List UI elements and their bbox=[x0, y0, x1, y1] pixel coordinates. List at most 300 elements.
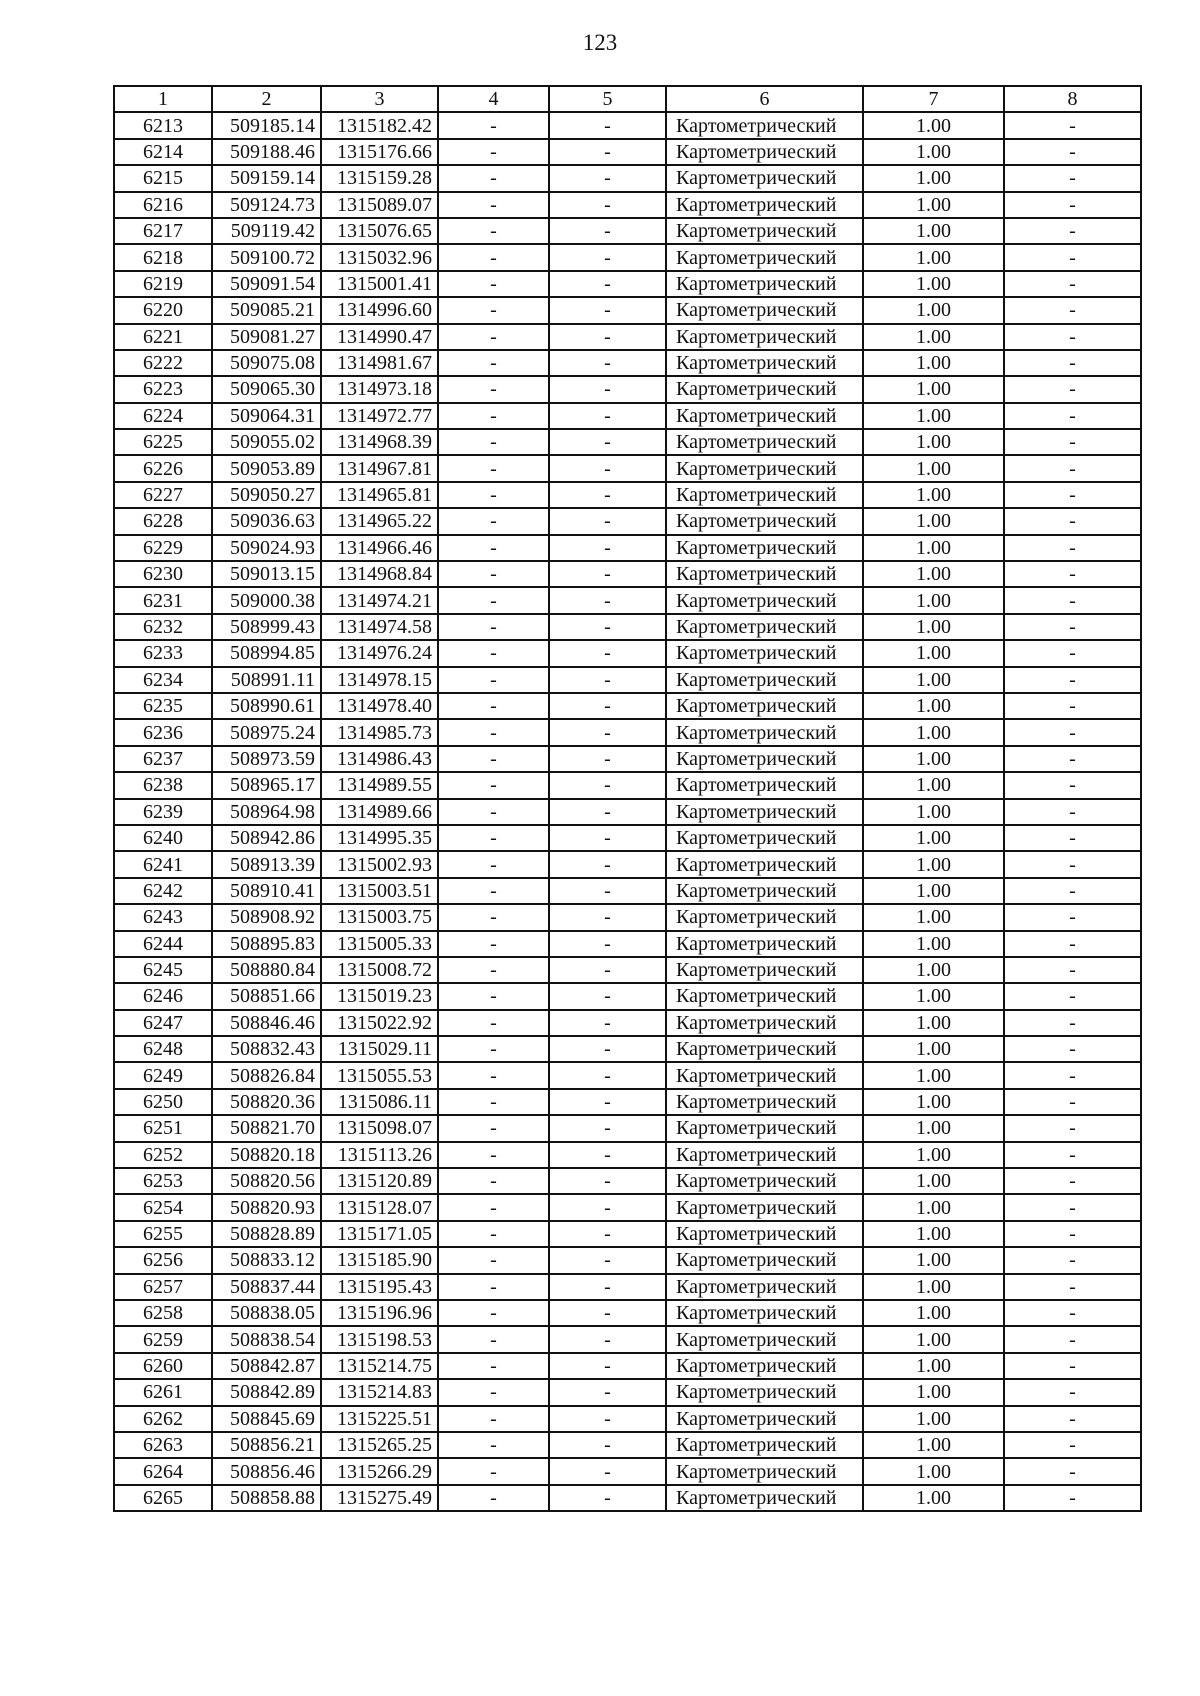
column-5-cell: - bbox=[549, 1089, 666, 1115]
column-4-cell: - bbox=[438, 1300, 549, 1326]
column-8-cell: - bbox=[1004, 719, 1141, 745]
column-4-cell: - bbox=[438, 192, 549, 218]
y-coordinate-cell: 1314996.60 bbox=[321, 297, 438, 323]
method-cell: Картометрический bbox=[666, 112, 863, 138]
table-row bbox=[114, 1247, 1141, 1273]
accuracy-cell: 1.00 bbox=[863, 1353, 1004, 1379]
column-4-cell: - bbox=[438, 931, 549, 957]
column-4-cell: - bbox=[438, 614, 549, 640]
x-coordinate-cell: 508991.11 bbox=[212, 667, 321, 693]
column-4-cell: - bbox=[438, 667, 549, 693]
accuracy-cell: 1.00 bbox=[863, 825, 1004, 851]
table-row bbox=[114, 1300, 1141, 1326]
column-5-cell: - bbox=[549, 508, 666, 534]
method-cell: Картометрический bbox=[666, 1036, 863, 1062]
x-coordinate-cell: 508820.93 bbox=[212, 1194, 321, 1220]
point-number-cell: 6213 bbox=[114, 112, 212, 138]
accuracy-cell: 1.00 bbox=[863, 1247, 1004, 1273]
y-coordinate-cell: 1315214.75 bbox=[321, 1353, 438, 1379]
method-cell: Картометрический bbox=[666, 482, 863, 508]
column-4-cell: - bbox=[438, 535, 549, 561]
accuracy-cell: 1.00 bbox=[863, 218, 1004, 244]
x-coordinate-cell: 508821.70 bbox=[212, 1115, 321, 1141]
y-coordinate-cell: 1315032.96 bbox=[321, 244, 438, 270]
column-8-cell: - bbox=[1004, 1089, 1141, 1115]
x-coordinate-cell: 509188.46 bbox=[212, 139, 321, 165]
y-coordinate-cell: 1314978.40 bbox=[321, 693, 438, 719]
x-coordinate-cell: 508832.43 bbox=[212, 1036, 321, 1062]
method-cell: Картометрический bbox=[666, 825, 863, 851]
column-8-cell: - bbox=[1004, 455, 1141, 481]
column-8-cell: - bbox=[1004, 1115, 1141, 1141]
column-4-cell: - bbox=[438, 772, 549, 798]
y-coordinate-cell: 1315001.41 bbox=[321, 271, 438, 297]
accuracy-cell: 1.00 bbox=[863, 957, 1004, 983]
table-row bbox=[114, 587, 1141, 613]
y-coordinate-cell: 1314981.67 bbox=[321, 350, 438, 376]
point-number-cell: 6228 bbox=[114, 508, 212, 534]
table-row bbox=[114, 983, 1141, 1009]
column-4-cell: - bbox=[438, 851, 549, 877]
accuracy-cell: 1.00 bbox=[863, 587, 1004, 613]
x-coordinate-cell: 508999.43 bbox=[212, 614, 321, 640]
column-8-cell: - bbox=[1004, 218, 1141, 244]
point-number-cell: 6214 bbox=[114, 139, 212, 165]
point-number-cell: 6223 bbox=[114, 376, 212, 402]
column-header: 2 bbox=[212, 86, 321, 112]
y-coordinate-cell: 1314973.18 bbox=[321, 376, 438, 402]
x-coordinate-cell: 509185.14 bbox=[212, 112, 321, 138]
column-4-cell: - bbox=[438, 825, 549, 851]
table-row bbox=[114, 429, 1141, 455]
column-header: 8 bbox=[1004, 86, 1141, 112]
method-cell: Картометрический bbox=[666, 192, 863, 218]
column-5-cell: - bbox=[549, 112, 666, 138]
column-8-cell: - bbox=[1004, 482, 1141, 508]
method-cell: Картометрический bbox=[666, 1168, 863, 1194]
column-5-cell: - bbox=[549, 667, 666, 693]
column-8-cell: - bbox=[1004, 983, 1141, 1009]
column-5-cell: - bbox=[549, 1142, 666, 1168]
column-4-cell: - bbox=[438, 1168, 549, 1194]
y-coordinate-cell: 1314967.81 bbox=[321, 455, 438, 481]
x-coordinate-cell: 508820.36 bbox=[212, 1089, 321, 1115]
point-number-cell: 6262 bbox=[114, 1406, 212, 1432]
accuracy-cell: 1.00 bbox=[863, 297, 1004, 323]
table-row bbox=[114, 1274, 1141, 1300]
column-5-cell: - bbox=[549, 1221, 666, 1247]
column-4-cell: - bbox=[438, 1406, 549, 1432]
column-5-cell: - bbox=[549, 693, 666, 719]
column-8-cell: - bbox=[1004, 1353, 1141, 1379]
point-number-cell: 6232 bbox=[114, 614, 212, 640]
point-number-cell: 6240 bbox=[114, 825, 212, 851]
y-coordinate-cell: 1314974.58 bbox=[321, 614, 438, 640]
column-8-cell: - bbox=[1004, 746, 1141, 772]
method-cell: Картометрический bbox=[666, 1115, 863, 1141]
y-coordinate-cell: 1315008.72 bbox=[321, 957, 438, 983]
table-row bbox=[114, 403, 1141, 429]
point-number-cell: 6231 bbox=[114, 587, 212, 613]
method-cell: Картометрический bbox=[666, 693, 863, 719]
method-cell: Картометрический bbox=[666, 772, 863, 798]
method-cell: Картометрический bbox=[666, 746, 863, 772]
accuracy-cell: 1.00 bbox=[863, 799, 1004, 825]
accuracy-cell: 1.00 bbox=[863, 1432, 1004, 1458]
column-header: 4 bbox=[438, 86, 549, 112]
column-8-cell: - bbox=[1004, 1379, 1141, 1405]
column-5-cell: - bbox=[549, 878, 666, 904]
column-8-cell: - bbox=[1004, 1406, 1141, 1432]
method-cell: Картометрический bbox=[666, 1406, 863, 1432]
y-coordinate-cell: 1315196.96 bbox=[321, 1300, 438, 1326]
column-8-cell: - bbox=[1004, 640, 1141, 666]
y-coordinate-cell: 1315113.26 bbox=[321, 1142, 438, 1168]
point-number-cell: 6249 bbox=[114, 1062, 212, 1088]
accuracy-cell: 1.00 bbox=[863, 271, 1004, 297]
method-cell: Картометрический bbox=[666, 878, 863, 904]
column-4-cell: - bbox=[438, 297, 549, 323]
point-number-cell: 6227 bbox=[114, 482, 212, 508]
accuracy-cell: 1.00 bbox=[863, 139, 1004, 165]
column-5-cell: - bbox=[549, 719, 666, 745]
x-coordinate-cell: 509036.63 bbox=[212, 508, 321, 534]
column-5-cell: - bbox=[549, 931, 666, 957]
point-number-cell: 6259 bbox=[114, 1326, 212, 1352]
accuracy-cell: 1.00 bbox=[863, 1089, 1004, 1115]
x-coordinate-cell: 508842.87 bbox=[212, 1353, 321, 1379]
method-cell: Картометрический bbox=[666, 429, 863, 455]
table-row bbox=[114, 1089, 1141, 1115]
method-cell: Картометрический bbox=[666, 667, 863, 693]
point-number-cell: 6226 bbox=[114, 455, 212, 481]
method-cell: Картометрический bbox=[666, 931, 863, 957]
column-8-cell: - bbox=[1004, 244, 1141, 270]
y-coordinate-cell: 1315098.07 bbox=[321, 1115, 438, 1141]
page-number: 123 bbox=[582, 30, 618, 55]
table-row bbox=[114, 1010, 1141, 1036]
column-5-cell: - bbox=[549, 1406, 666, 1432]
column-header: 1 bbox=[114, 86, 212, 112]
column-5-cell: - bbox=[549, 403, 666, 429]
accuracy-cell: 1.00 bbox=[863, 719, 1004, 745]
column-4-cell: - bbox=[438, 324, 549, 350]
x-coordinate-cell: 509075.08 bbox=[212, 350, 321, 376]
column-8-cell: - bbox=[1004, 508, 1141, 534]
accuracy-cell: 1.00 bbox=[863, 403, 1004, 429]
accuracy-cell: 1.00 bbox=[863, 1406, 1004, 1432]
x-coordinate-cell: 509081.27 bbox=[212, 324, 321, 350]
x-coordinate-cell: 508965.17 bbox=[212, 772, 321, 798]
column-5-cell: - bbox=[549, 1168, 666, 1194]
column-8-cell: - bbox=[1004, 1326, 1141, 1352]
column-8-cell: - bbox=[1004, 851, 1141, 877]
y-coordinate-cell: 1315055.53 bbox=[321, 1062, 438, 1088]
y-coordinate-cell: 1314974.21 bbox=[321, 587, 438, 613]
method-cell: Картометрический bbox=[666, 350, 863, 376]
x-coordinate-cell: 508845.69 bbox=[212, 1406, 321, 1432]
column-8-cell: - bbox=[1004, 1485, 1141, 1511]
column-4-cell: - bbox=[438, 1036, 549, 1062]
point-number-cell: 6261 bbox=[114, 1379, 212, 1405]
table-row bbox=[114, 746, 1141, 772]
point-number-cell: 6238 bbox=[114, 772, 212, 798]
column-header: 5 bbox=[549, 86, 666, 112]
method-cell: Картометрический bbox=[666, 1458, 863, 1484]
column-8-cell: - bbox=[1004, 667, 1141, 693]
y-coordinate-cell: 1314965.81 bbox=[321, 482, 438, 508]
point-number-cell: 6234 bbox=[114, 667, 212, 693]
table-row bbox=[114, 535, 1141, 561]
point-number-cell: 6245 bbox=[114, 957, 212, 983]
column-5-cell: - bbox=[549, 825, 666, 851]
y-coordinate-cell: 1315029.11 bbox=[321, 1036, 438, 1062]
x-coordinate-cell: 508820.18 bbox=[212, 1142, 321, 1168]
point-number-cell: 6218 bbox=[114, 244, 212, 270]
point-number-cell: 6225 bbox=[114, 429, 212, 455]
column-5-cell: - bbox=[549, 614, 666, 640]
point-number-cell: 6235 bbox=[114, 693, 212, 719]
column-4-cell: - bbox=[438, 1142, 549, 1168]
accuracy-cell: 1.00 bbox=[863, 1010, 1004, 1036]
y-coordinate-cell: 1315120.89 bbox=[321, 1168, 438, 1194]
accuracy-cell: 1.00 bbox=[863, 1115, 1004, 1141]
point-number-cell: 6253 bbox=[114, 1168, 212, 1194]
accuracy-cell: 1.00 bbox=[863, 244, 1004, 270]
x-coordinate-cell: 508908.92 bbox=[212, 904, 321, 930]
column-4-cell: - bbox=[438, 429, 549, 455]
y-coordinate-cell: 1315019.23 bbox=[321, 983, 438, 1009]
y-coordinate-cell: 1315159.28 bbox=[321, 165, 438, 191]
method-cell: Картометрический bbox=[666, 1274, 863, 1300]
column-4-cell: - bbox=[438, 904, 549, 930]
column-5-cell: - bbox=[549, 1036, 666, 1062]
point-number-cell: 6233 bbox=[114, 640, 212, 666]
column-8-cell: - bbox=[1004, 376, 1141, 402]
column-4-cell: - bbox=[438, 350, 549, 376]
method-cell: Картометрический bbox=[666, 587, 863, 613]
accuracy-cell: 1.00 bbox=[863, 983, 1004, 1009]
x-coordinate-cell: 509064.31 bbox=[212, 403, 321, 429]
accuracy-cell: 1.00 bbox=[863, 878, 1004, 904]
accuracy-cell: 1.00 bbox=[863, 1221, 1004, 1247]
y-coordinate-cell: 1314989.66 bbox=[321, 799, 438, 825]
table-row bbox=[114, 350, 1141, 376]
column-5-cell: - bbox=[549, 640, 666, 666]
accuracy-cell: 1.00 bbox=[863, 746, 1004, 772]
x-coordinate-cell: 508942.86 bbox=[212, 825, 321, 851]
column-4-cell: - bbox=[438, 1194, 549, 1220]
accuracy-cell: 1.00 bbox=[863, 455, 1004, 481]
accuracy-cell: 1.00 bbox=[863, 165, 1004, 191]
x-coordinate-cell: 508833.12 bbox=[212, 1247, 321, 1273]
table-row bbox=[114, 904, 1141, 930]
column-8-cell: - bbox=[1004, 324, 1141, 350]
x-coordinate-cell: 509159.14 bbox=[212, 165, 321, 191]
column-5-cell: - bbox=[549, 1379, 666, 1405]
y-coordinate-cell: 1315185.90 bbox=[321, 1247, 438, 1273]
column-5-cell: - bbox=[549, 1115, 666, 1141]
accuracy-cell: 1.00 bbox=[863, 1062, 1004, 1088]
y-coordinate-cell: 1315128.07 bbox=[321, 1194, 438, 1220]
x-coordinate-cell: 508826.84 bbox=[212, 1062, 321, 1088]
x-coordinate-cell: 508858.88 bbox=[212, 1485, 321, 1511]
column-5-cell: - bbox=[549, 535, 666, 561]
y-coordinate-cell: 1314978.15 bbox=[321, 667, 438, 693]
point-number-cell: 6258 bbox=[114, 1300, 212, 1326]
x-coordinate-cell: 509100.72 bbox=[212, 244, 321, 270]
method-cell: Картометрический bbox=[666, 957, 863, 983]
column-8-cell: - bbox=[1004, 1194, 1141, 1220]
accuracy-cell: 1.00 bbox=[863, 429, 1004, 455]
column-8-cell: - bbox=[1004, 1062, 1141, 1088]
column-4-cell: - bbox=[438, 455, 549, 481]
column-5-cell: - bbox=[549, 772, 666, 798]
method-cell: Картометрический bbox=[666, 218, 863, 244]
column-8-cell: - bbox=[1004, 693, 1141, 719]
column-8-cell: - bbox=[1004, 957, 1141, 983]
table-row bbox=[114, 1485, 1141, 1511]
column-5-cell: - bbox=[549, 983, 666, 1009]
x-coordinate-cell: 508880.84 bbox=[212, 957, 321, 983]
accuracy-cell: 1.00 bbox=[863, 1142, 1004, 1168]
column-4-cell: - bbox=[438, 1379, 549, 1405]
y-coordinate-cell: 1314986.43 bbox=[321, 746, 438, 772]
y-coordinate-cell: 1314995.35 bbox=[321, 825, 438, 851]
column-4-cell: - bbox=[438, 957, 549, 983]
table-row bbox=[114, 324, 1141, 350]
point-number-cell: 6221 bbox=[114, 324, 212, 350]
column-4-cell: - bbox=[438, 693, 549, 719]
accuracy-cell: 1.00 bbox=[863, 1379, 1004, 1405]
method-cell: Картометрический bbox=[666, 455, 863, 481]
method-cell: Картометрический bbox=[666, 561, 863, 587]
method-cell: Картометрический bbox=[666, 851, 863, 877]
x-coordinate-cell: 508990.61 bbox=[212, 693, 321, 719]
accuracy-cell: 1.00 bbox=[863, 851, 1004, 877]
method-cell: Картометрический bbox=[666, 1379, 863, 1405]
column-5-cell: - bbox=[549, 297, 666, 323]
x-coordinate-cell: 509091.54 bbox=[212, 271, 321, 297]
table-row bbox=[114, 1115, 1141, 1141]
column-8-cell: - bbox=[1004, 878, 1141, 904]
x-coordinate-cell: 509055.02 bbox=[212, 429, 321, 455]
table-row bbox=[114, 1326, 1141, 1352]
y-coordinate-cell: 1314989.55 bbox=[321, 772, 438, 798]
method-cell: Картометрический bbox=[666, 1247, 863, 1273]
accuracy-cell: 1.00 bbox=[863, 1300, 1004, 1326]
x-coordinate-cell: 508856.46 bbox=[212, 1458, 321, 1484]
x-coordinate-cell: 508895.83 bbox=[212, 931, 321, 957]
column-5-cell: - bbox=[549, 1458, 666, 1484]
method-cell: Картометрический bbox=[666, 403, 863, 429]
column-8-cell: - bbox=[1004, 139, 1141, 165]
column-8-cell: - bbox=[1004, 1036, 1141, 1062]
x-coordinate-cell: 508820.56 bbox=[212, 1168, 321, 1194]
table-row bbox=[114, 1221, 1141, 1247]
table-row bbox=[114, 271, 1141, 297]
column-4-cell: - bbox=[438, 799, 549, 825]
table-row bbox=[114, 218, 1141, 244]
y-coordinate-cell: 1314968.39 bbox=[321, 429, 438, 455]
point-number-cell: 6216 bbox=[114, 192, 212, 218]
column-header: 6 bbox=[666, 86, 863, 112]
column-header: 3 bbox=[321, 86, 438, 112]
x-coordinate-cell: 508846.46 bbox=[212, 1010, 321, 1036]
column-5-cell: - bbox=[549, 799, 666, 825]
method-cell: Картометрический bbox=[666, 324, 863, 350]
accuracy-cell: 1.00 bbox=[863, 904, 1004, 930]
x-coordinate-cell: 509085.21 bbox=[212, 297, 321, 323]
column-4-cell: - bbox=[438, 1062, 549, 1088]
column-4-cell: - bbox=[438, 376, 549, 402]
column-8-cell: - bbox=[1004, 1010, 1141, 1036]
point-number-cell: 6251 bbox=[114, 1115, 212, 1141]
x-coordinate-cell: 509119.42 bbox=[212, 218, 321, 244]
table-row bbox=[114, 482, 1141, 508]
method-cell: Картометрический bbox=[666, 1300, 863, 1326]
point-number-cell: 6256 bbox=[114, 1247, 212, 1273]
column-4-cell: - bbox=[438, 640, 549, 666]
column-5-cell: - bbox=[549, 165, 666, 191]
column-5-cell: - bbox=[549, 324, 666, 350]
x-coordinate-cell: 509050.27 bbox=[212, 482, 321, 508]
column-5-cell: - bbox=[549, 904, 666, 930]
column-5-cell: - bbox=[549, 1062, 666, 1088]
column-4-cell: - bbox=[438, 1010, 549, 1036]
point-number-cell: 6263 bbox=[114, 1432, 212, 1458]
x-coordinate-cell: 508910.41 bbox=[212, 878, 321, 904]
accuracy-cell: 1.00 bbox=[863, 931, 1004, 957]
column-5-cell: - bbox=[549, 218, 666, 244]
method-cell: Картометрический bbox=[666, 799, 863, 825]
point-number-cell: 6229 bbox=[114, 535, 212, 561]
y-coordinate-cell: 1315214.83 bbox=[321, 1379, 438, 1405]
column-4-cell: - bbox=[438, 983, 549, 1009]
y-coordinate-cell: 1315265.25 bbox=[321, 1432, 438, 1458]
table-row bbox=[114, 192, 1141, 218]
column-8-cell: - bbox=[1004, 799, 1141, 825]
y-coordinate-cell: 1315076.65 bbox=[321, 218, 438, 244]
column-8-cell: - bbox=[1004, 1221, 1141, 1247]
column-8-cell: - bbox=[1004, 403, 1141, 429]
point-number-cell: 6239 bbox=[114, 799, 212, 825]
column-4-cell: - bbox=[438, 112, 549, 138]
point-number-cell: 6247 bbox=[114, 1010, 212, 1036]
table-row bbox=[114, 455, 1141, 481]
table-body bbox=[114, 112, 1141, 1511]
y-coordinate-cell: 1314968.84 bbox=[321, 561, 438, 587]
method-cell: Картометрический bbox=[666, 904, 863, 930]
table-row bbox=[114, 878, 1141, 904]
point-number-cell: 6219 bbox=[114, 271, 212, 297]
y-coordinate-cell: 1314976.24 bbox=[321, 640, 438, 666]
column-8-cell: - bbox=[1004, 931, 1141, 957]
table-row bbox=[114, 1036, 1141, 1062]
point-number-cell: 6254 bbox=[114, 1194, 212, 1220]
accuracy-cell: 1.00 bbox=[863, 667, 1004, 693]
y-coordinate-cell: 1314990.47 bbox=[321, 324, 438, 350]
accuracy-cell: 1.00 bbox=[863, 561, 1004, 587]
x-coordinate-cell: 508856.21 bbox=[212, 1432, 321, 1458]
table-row bbox=[114, 112, 1141, 138]
table-row bbox=[114, 297, 1141, 323]
point-number-cell: 6244 bbox=[114, 931, 212, 957]
column-5-cell: - bbox=[549, 482, 666, 508]
column-4-cell: - bbox=[438, 1485, 549, 1511]
point-number-cell: 6252 bbox=[114, 1142, 212, 1168]
column-4-cell: - bbox=[438, 218, 549, 244]
